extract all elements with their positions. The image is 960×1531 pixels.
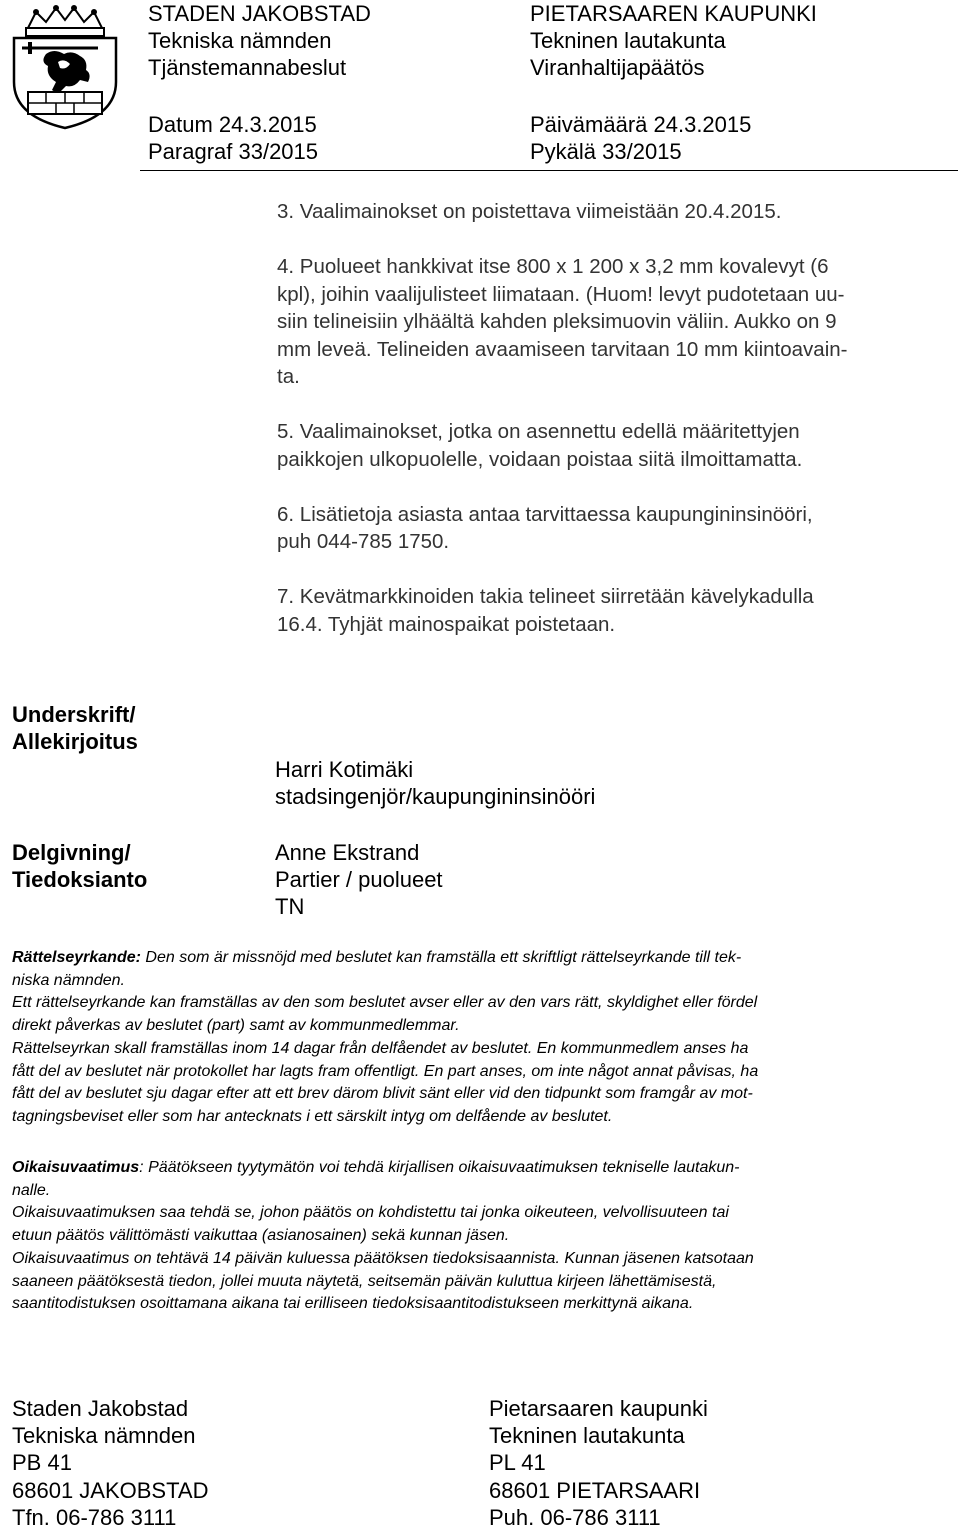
header-right-section: Pykälä 33/2015 [530,139,682,164]
header-right-city: PIETARSAAREN KAUPUNKI [530,1,817,26]
decision-items [277,198,947,666]
header-right-board: Tekninen lautakunta [530,28,726,53]
header-left-date: Datum 24.3.2015 [148,112,317,137]
appeal-heading-fi: Oikaisuvaatimus [12,1159,140,1176]
signature-label: Underskrift/ Allekirjoitus [12,702,138,754]
header-left [148,0,371,165]
notification-label: Delgivning/ Tiedoksianto [12,840,148,892]
appeal-instructions-swedish: Rättelseyrkande: Den som är missnöjd med beslutet kan framställa ett skriftligt rättelseyrkande till tek- niska nämnden. Ett rättelseyrkande kan framställas av den som beslutet avser eller av den vars rätt, skyldighet eller fördel direkt påverkas av beslutet (part) samt av kommunmedlemmar. Rättelseyrkan skall framställas inom 14 dagar från delfåendet av beslutet. En kommunmedlem anses ha fått del av beslutet när protokollet har lagts fram offentligt. En part anses, om inte något annat påvisas, ha fått del av beslutet sju dagar efter att ett brev därom blivit sänt eller vid den tidpunkt som framgår av mot- tagningsbeviset eller som har antecknats i ett särskilt intyg om delfående av beslutet. [12,949,759,1125]
notification-recipients: Anne Ekstrand Partier / puolueet TN [275,840,443,919]
header-left-decision-type: Tjänstemannabeslut [148,55,347,80]
footer-address-right: Pietarsaaren kaupunki Tekninen lautakunta PL 41 68601 PIETARSAARI Puh. 06-786 3111 [489,1396,708,1530]
header-left-city: STADEN JAKOBSTAD [148,1,371,26]
header-left-board: Tekniska nämnden [148,28,332,53]
appeal-instructions-finnish: Oikaisuvaatimus: Päätökseen tyytymätön voi tehdä kirjallisen oikaisuvaatimuksen tekniselle lautakun- nalle. Oikaisuvaatimuksen saa tehdä se, johon päätös on kohdistettu tai jonka oikeuteen, velvollisuuteen tai etuun päätös välittömästi vaikuttaa (asianosainen) sekä kunnan jäsen. Oikaisuvaatimus on tehtävä 14 päivän kuluessa päätöksen tiedoksisaannista. Kunnan jäsenen katsotaan saaneen päätöksestä tiedon, jollei muuta näytetä, seitsemän päivän kuluttua kirjeen lähettämisestä, saantitodistuksen osoittamana aikana tai erilliseen tiedoksisaantitodistukseen merkittynä aikana. [12,1159,754,1313]
list-item: 6. Lisätietoja asiasta antaa tarvittaessa kaupungininsinööri, puh 044-785 1750. [277,502,813,553]
header-left-section: Paragraf 33/2015 [148,139,319,164]
header-right-date: Päivämäärä 24.3.2015 [530,112,752,137]
signer-name: Harri Kotimäki [275,757,414,782]
header-divider [140,170,958,171]
header-right-decision-type: Viranhaltijapäätös [530,55,705,80]
list-item: 5. Vaalimainokset, jotka on asennettu edellä määritettyjen paikkojen ulkopuolelle, voidaan poistaa siitä ilmoittamatta. [277,420,803,471]
list-item: 3. Vaalimainokset on poistettava viimeistään 20.4.2015. [277,200,782,223]
footer-address-left: Staden Jakobstad Tekniska nämnden PB 41 68601 JAKOBSTAD Tfn. 06-786 3111 [12,1396,209,1530]
header-right [530,0,817,165]
appeal-heading-sv: Rättelseyrkande: [12,949,141,966]
coat-of-arms-logo [6,4,124,130]
list-item: 7. Kevätmarkkinoiden takia telineet siirretään kävelykadulla 16.4. Tyhjät mainospaikat poistetaan. [277,585,814,636]
list-item: 4. Puolueet hankkivat itse 800 x 1 200 x 3,2 mm kovalevyt (6 kpl), joihin vaalijulisteet liimataan. (Huom! levyt pudotetaan uu- siin telineisiin ylhäältä kahden pleksimuovin väliin. Aukko on 9 mm leveä. Telineiden avaamiseen tarvitaan 10 mm kiintoavain- ta. [277,255,848,388]
signer-title: stadsingenjör/kaupungininsinööri [275,784,596,809]
signature [275,756,595,810]
